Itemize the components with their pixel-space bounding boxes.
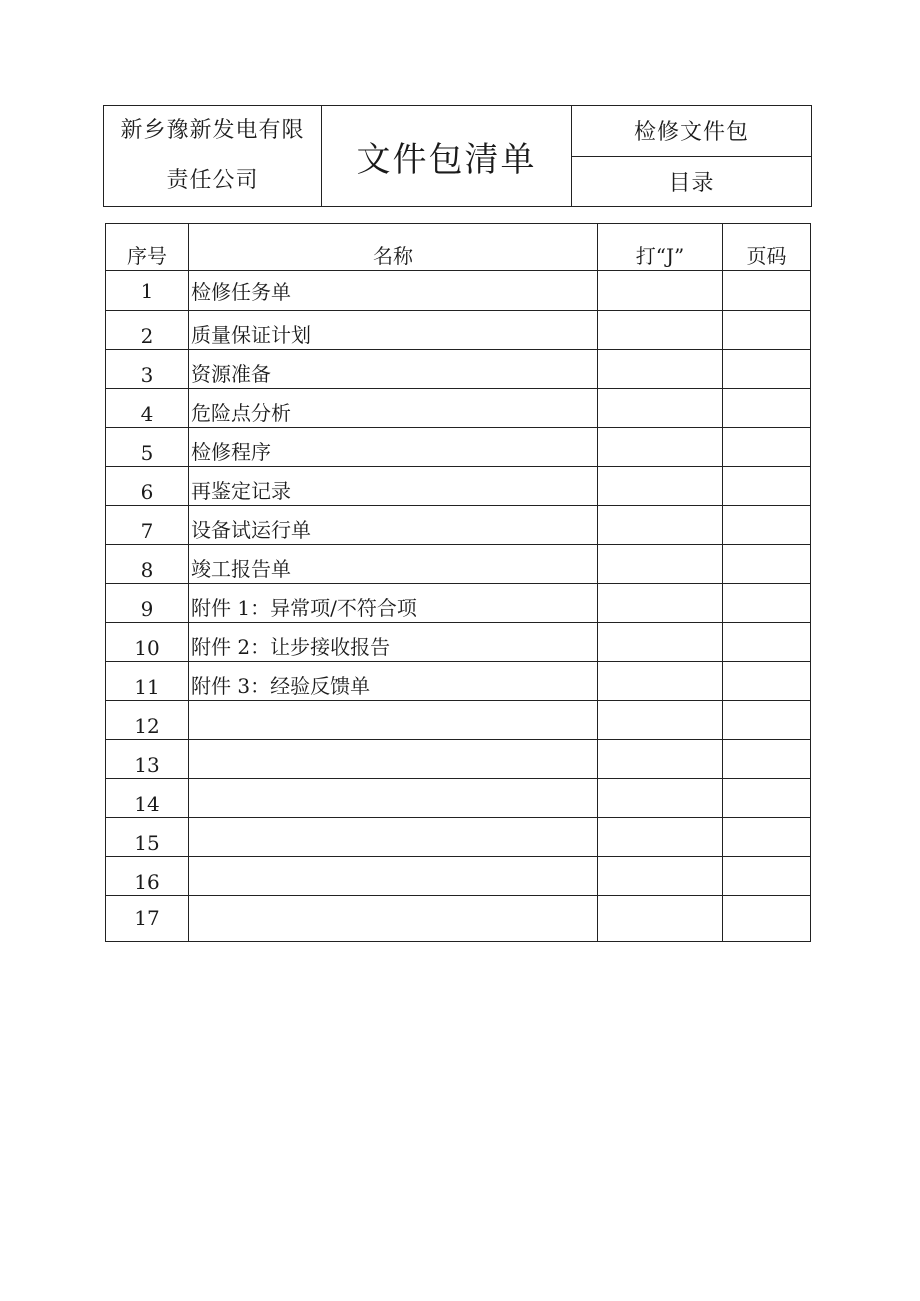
row-check-cell [598, 584, 723, 623]
company-name-line2: 责任公司 [166, 168, 259, 193]
row-number: 10 [106, 623, 189, 662]
row-number: 14 [106, 779, 189, 818]
row-page-cell [723, 545, 811, 584]
row-number: 13 [106, 740, 189, 779]
table-row [106, 623, 811, 662]
row-page-cell [723, 467, 811, 506]
file-list-table [105, 223, 811, 942]
row-check-cell [598, 545, 723, 584]
row-name: 竣工报告单 [189, 545, 598, 584]
row-check-cell [598, 701, 723, 740]
row-number: 4 [106, 389, 189, 428]
row-name: 检修程序 [189, 428, 598, 467]
row-check-cell [598, 506, 723, 545]
row-number: 11 [106, 662, 189, 701]
table-row [106, 779, 811, 818]
row-name: 附件 3：经验反馈单 [189, 662, 598, 701]
row-page-cell [723, 779, 811, 818]
row-number: 15 [106, 818, 189, 857]
table-row [106, 896, 811, 942]
table-row [106, 701, 811, 740]
row-page-cell [723, 662, 811, 701]
row-page-cell [723, 311, 811, 350]
document-header [103, 105, 812, 207]
column-header-name: 名称 [189, 224, 598, 271]
row-page-cell [723, 818, 811, 857]
package-info-cell [572, 106, 811, 206]
column-header-check: 打“J” [598, 224, 723, 271]
row-check-cell [598, 389, 723, 428]
row-page-cell [723, 428, 811, 467]
column-header-page: 页码 [723, 224, 811, 271]
row-name: 质量保证计划 [189, 311, 598, 350]
document-title: 文件包清单 [322, 106, 572, 206]
row-number: 1 [106, 271, 189, 311]
row-number: 8 [106, 545, 189, 584]
row-number: 9 [106, 584, 189, 623]
table-row [106, 545, 811, 584]
row-check-cell [598, 271, 723, 311]
row-page-cell [723, 740, 811, 779]
row-check-cell [598, 467, 723, 506]
table-row [106, 389, 811, 428]
row-page-cell [723, 350, 811, 389]
row-page-cell [723, 584, 811, 623]
row-name: 资源准备 [189, 350, 598, 389]
table-row [106, 350, 811, 389]
row-number: 12 [106, 701, 189, 740]
row-check-cell [598, 662, 723, 701]
table-row [106, 467, 811, 506]
row-page-cell [723, 701, 811, 740]
row-number: 6 [106, 467, 189, 506]
row-name: 附件 1：异常项/不符合项 [189, 584, 598, 623]
row-page-cell [723, 271, 811, 311]
row-check-cell [598, 311, 723, 350]
row-check-cell [598, 779, 723, 818]
row-page-cell [723, 857, 811, 896]
table-row [106, 857, 811, 896]
table-row [106, 271, 811, 311]
row-name [189, 896, 598, 942]
row-name [189, 857, 598, 896]
table-header-row [106, 224, 811, 271]
table-row [106, 428, 811, 467]
row-number: 7 [106, 506, 189, 545]
company-name-cell [104, 106, 322, 206]
table-row [106, 311, 811, 350]
table-row [106, 740, 811, 779]
row-check-cell [598, 740, 723, 779]
row-check-cell [598, 623, 723, 662]
row-name: 检修任务单 [189, 271, 598, 311]
row-check-cell [598, 428, 723, 467]
row-name: 危险点分析 [189, 389, 598, 428]
row-name: 附件 2：让步接收报告 [189, 623, 598, 662]
row-number: 5 [106, 428, 189, 467]
row-name: 设备试运行单 [189, 506, 598, 545]
row-name: 再鉴定记录 [189, 467, 598, 506]
row-number: 16 [106, 857, 189, 896]
contents-label: 目录 [668, 170, 715, 196]
row-number: 17 [106, 896, 189, 942]
row-check-cell [598, 857, 723, 896]
row-check-cell [598, 350, 723, 389]
table-row [106, 584, 811, 623]
column-header-number: 序号 [106, 224, 189, 271]
row-page-cell [723, 896, 811, 942]
row-number: 3 [106, 350, 189, 389]
row-check-cell [598, 896, 723, 942]
company-name-line1: 新乡豫新发电有限 [120, 118, 305, 143]
row-number: 2 [106, 311, 189, 350]
table-row [106, 662, 811, 701]
row-page-cell [723, 623, 811, 662]
row-name [189, 701, 598, 740]
row-check-cell [598, 818, 723, 857]
table-row [106, 506, 811, 545]
row-name [189, 740, 598, 779]
package-type-label: 检修文件包 [572, 106, 811, 157]
table-row [106, 818, 811, 857]
row-name [189, 818, 598, 857]
row-page-cell [723, 506, 811, 545]
row-page-cell [723, 389, 811, 428]
row-name [189, 779, 598, 818]
